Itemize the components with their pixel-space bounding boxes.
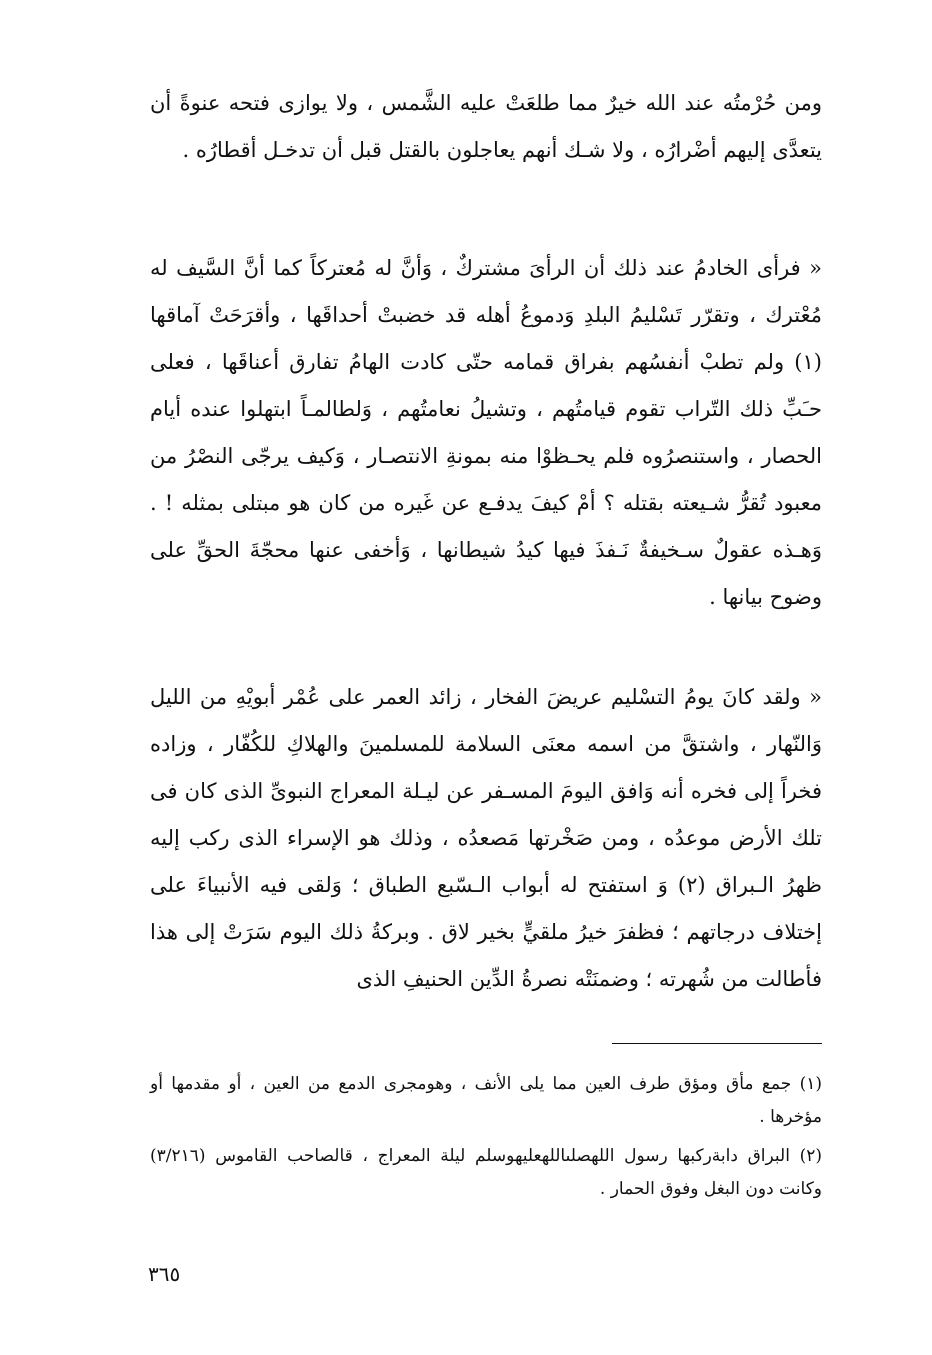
paragraph-2: « فرأى الخادمُ عند ذلك أن الرأىَ مشتركٌ ، وَأنَّ له مُعتركاً كما أنَّ السَّيف له مُعْترك ، وتقرّر تَسْليمُ البلدِ وَدموعُ أهله قد خضبتْ أحداقَها ، وأقرَحَتْ آماقها (١) ولم تطبْ أنفسُهم بفراق قمامه حتّى كادت الهامُ تفارق أعناقَها ، فعلى حـَبِّ ذلك التّراب تقوم قيامتُهم ، وتشيلُ نعامتُهم ، وَلطالمـاً ابتهلوا عنده أيام الحصار ، واستنصرُوه فلم يحـظوْا منه بمونةِ الانتصـار ، وَكيف يرجّى النصْرُ من معبود تُقرُّ شـيعته بقتله ؟ أمْ كيفَ يدفـع عن غَيره من كان هو مبتلى بمثله ! . وَهـذه عقولٌ سـخيفةٌ نَـفذَ فيها كيدُ شيطانها ، وَأخفى عنها محجّةَ الحقِّ على وضوح بيانها . xyxy=(150,256,822,609)
footnotes xyxy=(150,1068,822,1212)
footnote-separator xyxy=(612,1043,822,1044)
paragraph-1: ومن حُرْمتُه عند الله خيرٌ مما طلعَتْ عليه الشَّمس ، ولا يوازى فتحه عنوةً أن يتعدَّى إليهم أضْرارُه ، ولا شـك أنهم يعاجلون بالقتل قبل أن تدخـل أقطارُه . xyxy=(150,91,822,162)
footnote-1: (١) جمع مأق ومؤق طرف العين مما يلى الأنف ، وهومجرى الدمع من العين ، أو مقدمها أو مؤخرها . xyxy=(150,1074,822,1127)
page-number: ٣٦٥ xyxy=(148,1262,181,1286)
paragraph-3: « ولقد كانَ يومُ التسْليم عريضَ الفخار ، زائد العمر على عُمْر أبويْهِ من الليل وَالنّهار ، واشتقَّ من اسمه معنَى السلامة للمسلمينَ والهلاكِ للكُفّار ، وزاده فخراً إلى فخره أنه وَافق اليومَ المسـفر عن ليـلة المعراج النبوىِّ الذى كان فى تلك الأرض موعدُه ، ومن صَخْرتها مَصعدُه ، وذلك هو الإسراء الذى ركب إليه ظهرُ الـبراق (٢) وَ استفتح له أبواب الـسّبع الطباق ؛ وَلقى فيه الأنبياءَ على إختلاف درجاتهم ؛ فظفرَ خيرُ ملقيٍّ بخير لاق . وبركةُ ذلك اليوم سَرَتْ إلى هذا فأطالت من شُهرته ؛ وضمنَتْه نصرةُ الدِّين الحنيفِ الذى xyxy=(150,685,822,991)
footnote-2: (٢) البراق دابةركبها رسول اللهصلىاللهعليهوسلم ليلة المعراج ، قالصاحب القاموس (٣/٢١٦) وكانت دون البغل وفوق الحمار . xyxy=(150,1146,822,1199)
